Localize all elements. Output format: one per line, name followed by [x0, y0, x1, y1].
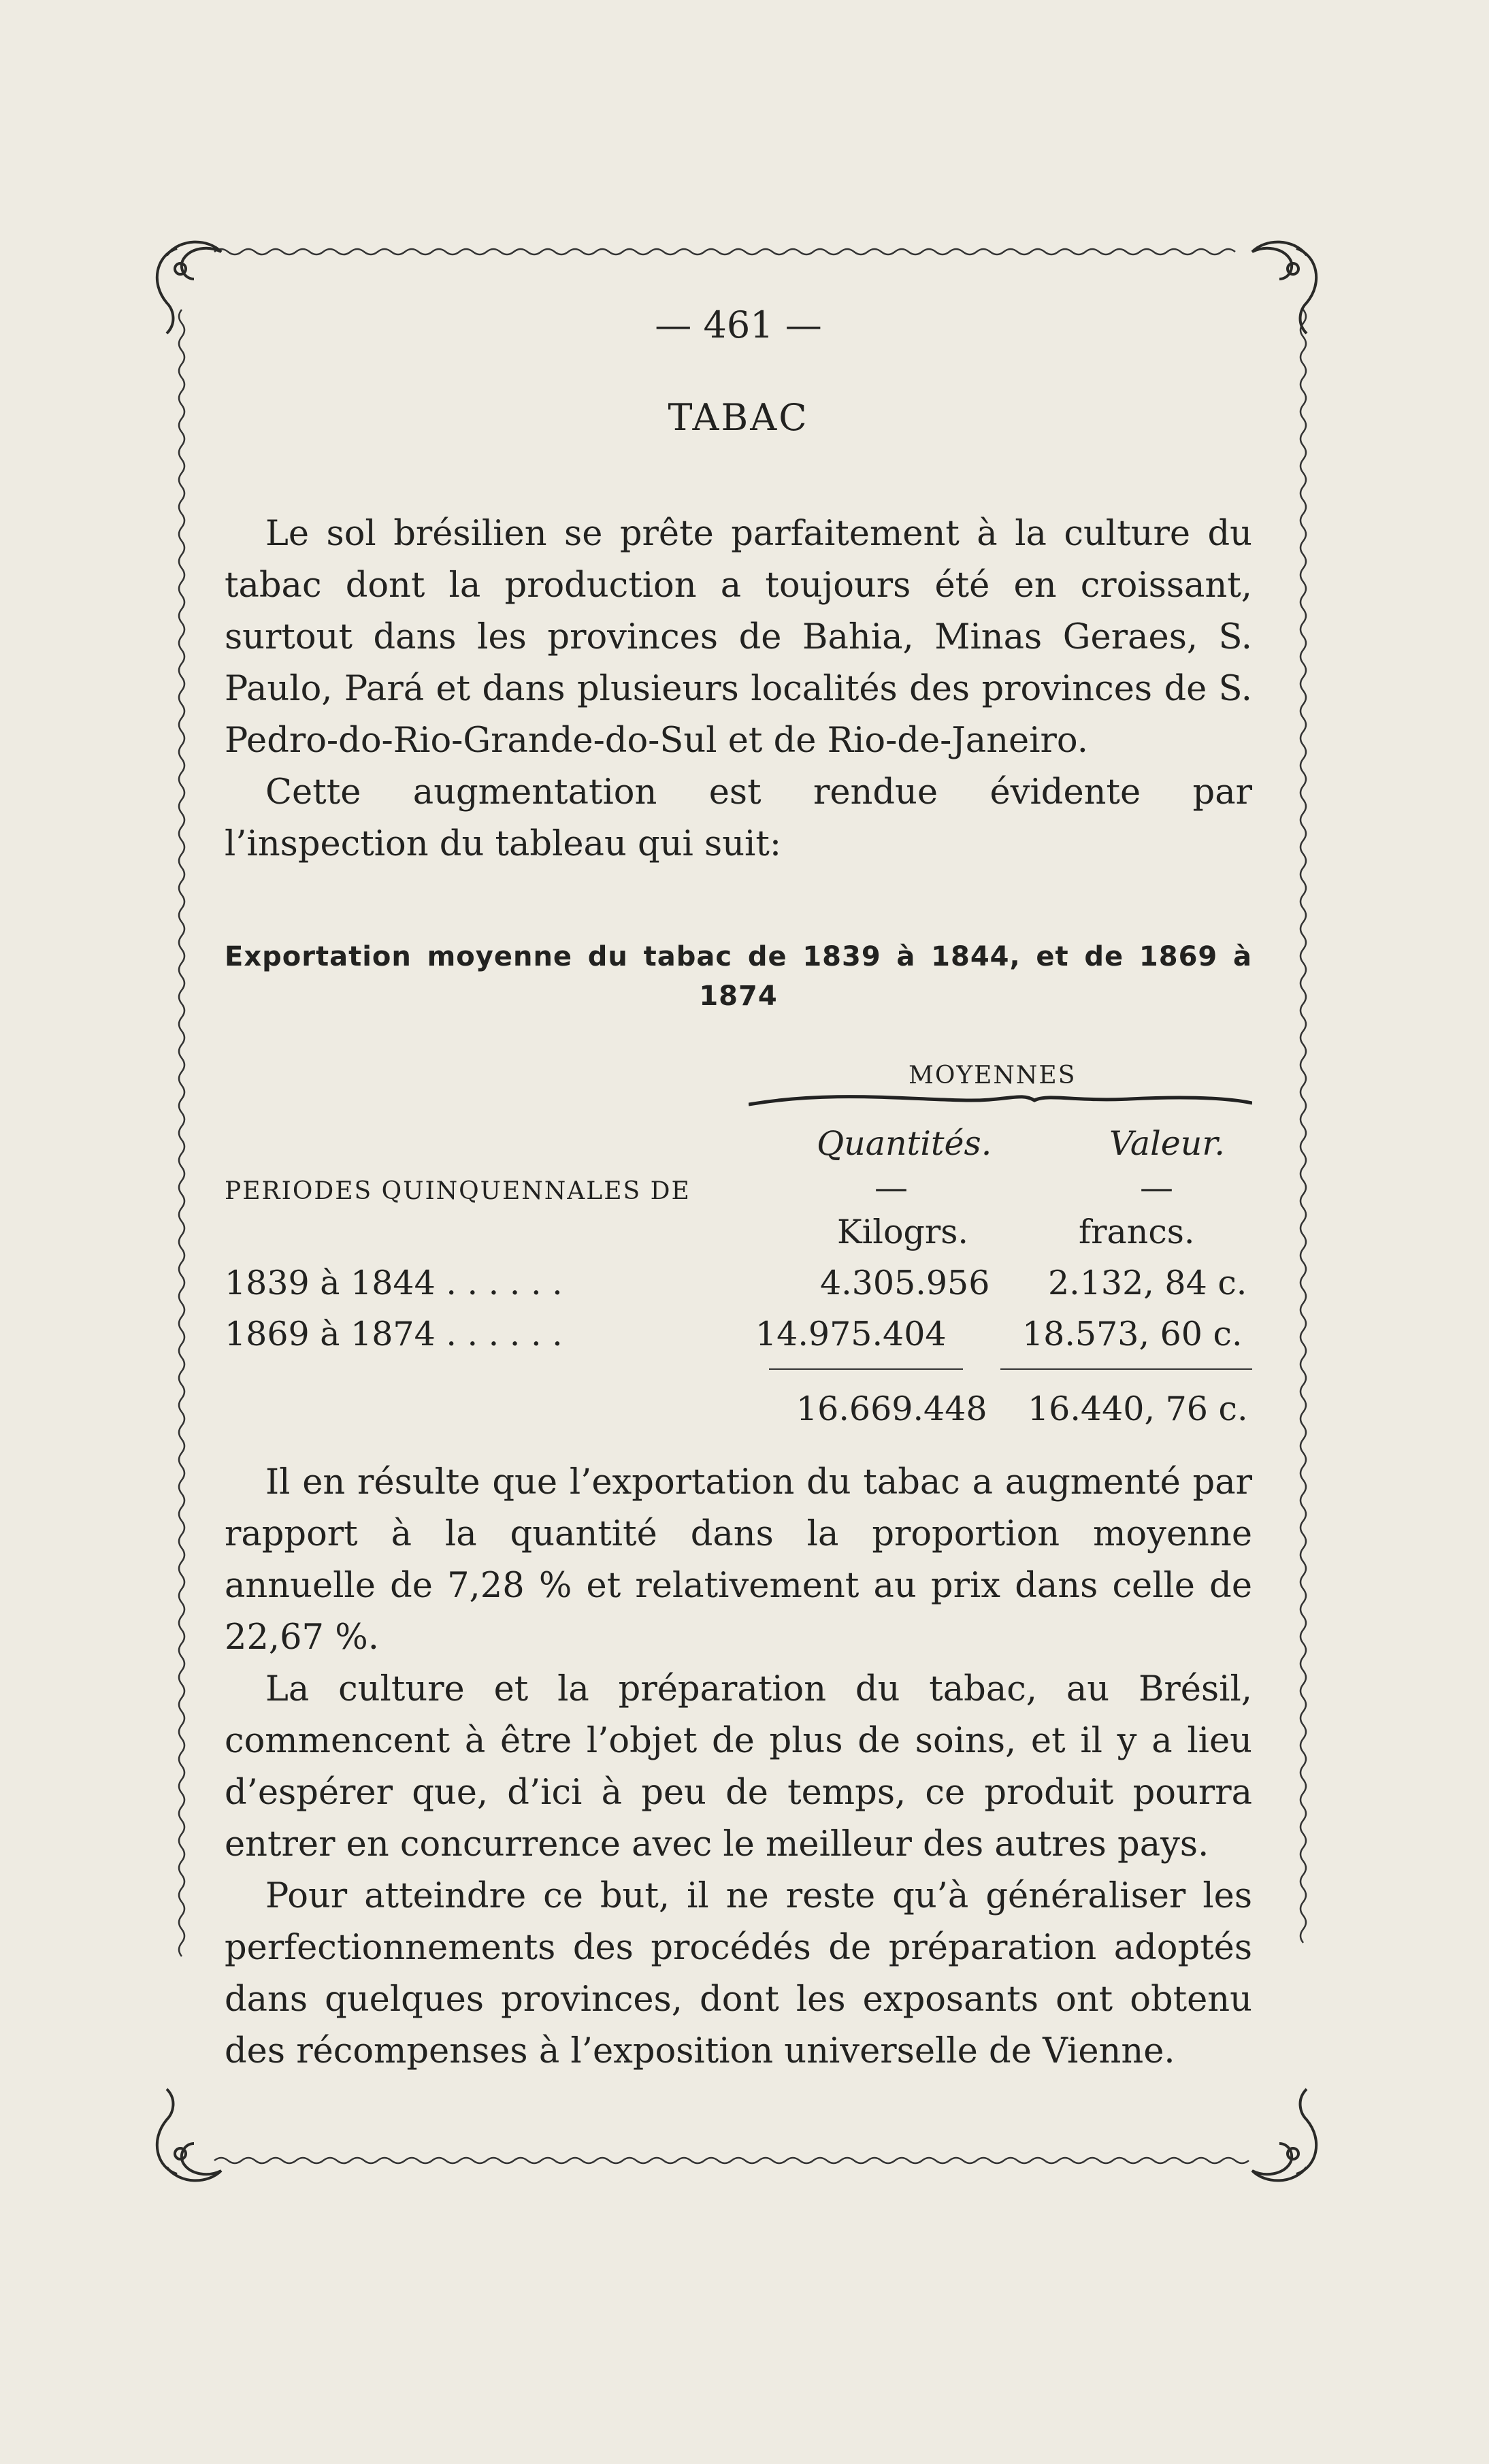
total-rule-quantity — [769, 1368, 963, 1370]
border-left-wave — [179, 310, 184, 1956]
column-header-value: Valeur. — [1109, 1124, 1225, 1163]
corner-ornament-top-left — [157, 242, 221, 333]
goal-paragraph: Pour atteindre ce but, il ne reste qu’à généraliser les perfectionnements des procédés de préparation adoptés dans quelques provinces, dont les exposants ont obtenu des récompenses à l’exposition universelle de Vienne. — [225, 1876, 1252, 2071]
intro-paragraph-1: Le sol brésilien se prête parfaitement à la culture du tabac dont la production a toujours été en croissant, surtout dans les provinces de Bahia, Minas Geraes, S. Paulo, Pará et dans plusieurs localités des provinces de S. Pedro-do-Rio-Grande-do-Sul et de Rio-de-Janeiro. — [225, 514, 1252, 761]
page-number: — 461 — — [655, 303, 822, 346]
section-title: TABAC — [668, 396, 809, 439]
unit-value: francs. — [1079, 1213, 1195, 1251]
row-2-quantity: 14.975.404 — [755, 1315, 947, 1353]
intro-paragraph-2: Cette augmentation est rendue évidente par l’inspection du tableau qui suit: — [225, 772, 1252, 864]
percent-symbol: % — [538, 1566, 572, 1606]
total-value: 16.440, 76 c. — [1028, 1390, 1248, 1428]
table-caption: Exportation moyenne du tabac de 1839 à 1844, et de 1869 à 1874 — [225, 941, 1252, 1012]
percent-symbol: % — [335, 1617, 368, 1658]
dash-value: — — [1140, 1168, 1173, 1207]
unit-quantity: Kilogrs. — [837, 1213, 968, 1251]
corner-ornament-bottom-left — [157, 2089, 221, 2180]
row-header: PERIODES QUINQUENNALES DE — [225, 1177, 691, 1205]
column-header-quantity: Quantités. — [817, 1124, 992, 1163]
corner-ornament-bottom-right — [1252, 2089, 1316, 2180]
total-rule-value — [1000, 1368, 1252, 1370]
page-content — [225, 299, 1252, 2077]
row-2-value: 18.573, 60 c. — [1022, 1315, 1243, 1353]
result-paragraph: Il en résulte que l’exportation du tabac a augmenté par rapport à la quantité dans la proportion moyenne annuelle de 7,28 % et relativement au prix dans celle de 22,67 %. — [225, 1462, 1252, 1658]
border-top-wave — [214, 249, 1235, 254]
culture-paragraph: La culture et la préparation du tabac, au Brésil, commencent à être l’objet de plus de soins, et il y a lieu d’espérer que, d’ici à peu de temps, ce produit pourra entrer en concurrence avec le meilleur des autres pays. — [225, 1669, 1252, 1865]
row-1-value: 2.132, 84 c. — [1048, 1264, 1247, 1302]
dash-quantity: — — [874, 1168, 908, 1207]
row-2-period: 1869 à 1874 . . . . . . — [225, 1315, 563, 1353]
row-1-quantity: 4.305.956 — [820, 1264, 990, 1302]
corner-ornament-top-right — [1252, 242, 1316, 333]
export-table — [225, 1043, 1252, 1451]
group-header-swash — [749, 1091, 1252, 1111]
row-1-period: 1839 à 1844 . . . . . . — [225, 1264, 563, 1302]
group-header: MOYENNES — [909, 1062, 1077, 1089]
border-bottom-wave — [214, 2158, 1249, 2163]
total-quantity: 16.669.448 — [796, 1390, 987, 1428]
border-right-wave — [1300, 310, 1306, 1943]
